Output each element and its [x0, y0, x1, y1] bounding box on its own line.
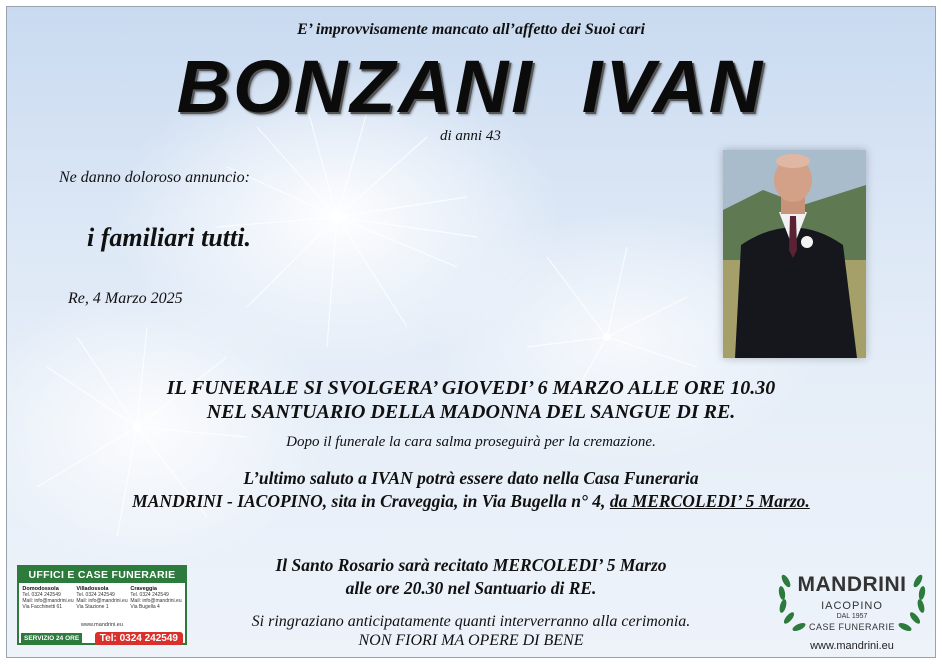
office-line: Via Stazione 1 [76, 604, 109, 610]
logo-name: MANDRINI [797, 573, 907, 596]
salute-line-1: L’ultimo saluto a IVAN potrà essere dato nella Casa Funeraria [243, 468, 699, 488]
office-line: Mail: info@mandrini.eu [130, 598, 182, 604]
salute-line-2 [7, 491, 935, 512]
salute-line-2-start: MANDRINI - IACOPINO, sita in Craveggia, in Via Bugella n° 4, [132, 491, 606, 511]
portrait-photo-icon [723, 150, 866, 358]
family-line: i familiari tutti. [87, 223, 251, 252]
offices-website: www.mandrini.eu [81, 622, 123, 628]
office-city: Craveggia [130, 586, 157, 592]
age-label: di anni 43 [440, 128, 501, 144]
office-line: Mail: info@mandrini.eu [76, 598, 128, 604]
office-line: Mail: info@mandrini.eu [22, 598, 74, 604]
funeral-line-1: IL FUNERALE SI SVOLGERA’ GIOVEDI’ 6 MARZO ALLE ORE 10.30 [166, 377, 776, 399]
thanks-line-2: NON FIORI MA OPERE DI BENE [358, 632, 584, 649]
office-line: Tel. 0324 242549 [22, 592, 61, 598]
office-city: Domodossola [22, 586, 59, 592]
office-craveggia [130, 586, 181, 622]
rosary-line-2: alle ore 20.30 nel Santuario di RE. [345, 578, 597, 598]
office-domodossola [22, 586, 73, 622]
funeral-offices-box [17, 565, 187, 645]
portrait-photo [723, 150, 866, 358]
offices-contact-bar [19, 630, 185, 646]
logo-since: DAL 1957 [836, 613, 868, 620]
office-line: Via Bugella 4 [130, 604, 160, 610]
obituary-notice [6, 6, 936, 658]
place-date: Re, 4 Marzo 2025 [68, 290, 183, 307]
deceased-name: BONZANI IVAN [176, 45, 766, 128]
logo-website: www.mandrini.eu [810, 640, 894, 652]
office-city: Villadossola [76, 586, 109, 592]
mandrini-logo [772, 561, 932, 653]
salute-date-underlined: da MERCOLEDI’ 5 Marzo. [609, 491, 810, 511]
office-line: Via Facchinetti 61 [22, 604, 63, 610]
funeral-line-2: NEL SANTUARIO DELLA MADONNA DEL SANGUE DI RE. [206, 401, 736, 423]
after-funeral-note: Dopo il funerale la cara salma proseguirà per la cremazione. [286, 434, 656, 450]
logo-sub: IACOPINO [821, 600, 883, 612]
office-villadossola [76, 586, 127, 622]
logo-type: CASE FUNERARIE [808, 622, 895, 632]
thanks-line-1: Si ringraziano anticipatamente quanti interverranno alla cerimonia. [251, 613, 691, 630]
office-line: Tel. 0324 242549 [130, 592, 169, 598]
office-line: Tel. 0324 242549 [76, 592, 115, 598]
offices-columns [19, 583, 185, 622]
phone-badge: Tel: 0324 242549 [95, 632, 183, 645]
announcement-intro: Ne danno doloroso annuncio: [59, 169, 250, 186]
service-24h-badge: SERVIZIO 24 ORE [21, 633, 82, 644]
offices-title: UFFICI E CASE FUNERARIE [19, 567, 185, 583]
intro-line: E’ improvvisamente mancato all’affetto dei Suoi cari [297, 21, 645, 38]
rosary-line-1: Il Santo Rosario sarà recitato MERCOLEDI’ 5 Marzo [275, 555, 667, 575]
